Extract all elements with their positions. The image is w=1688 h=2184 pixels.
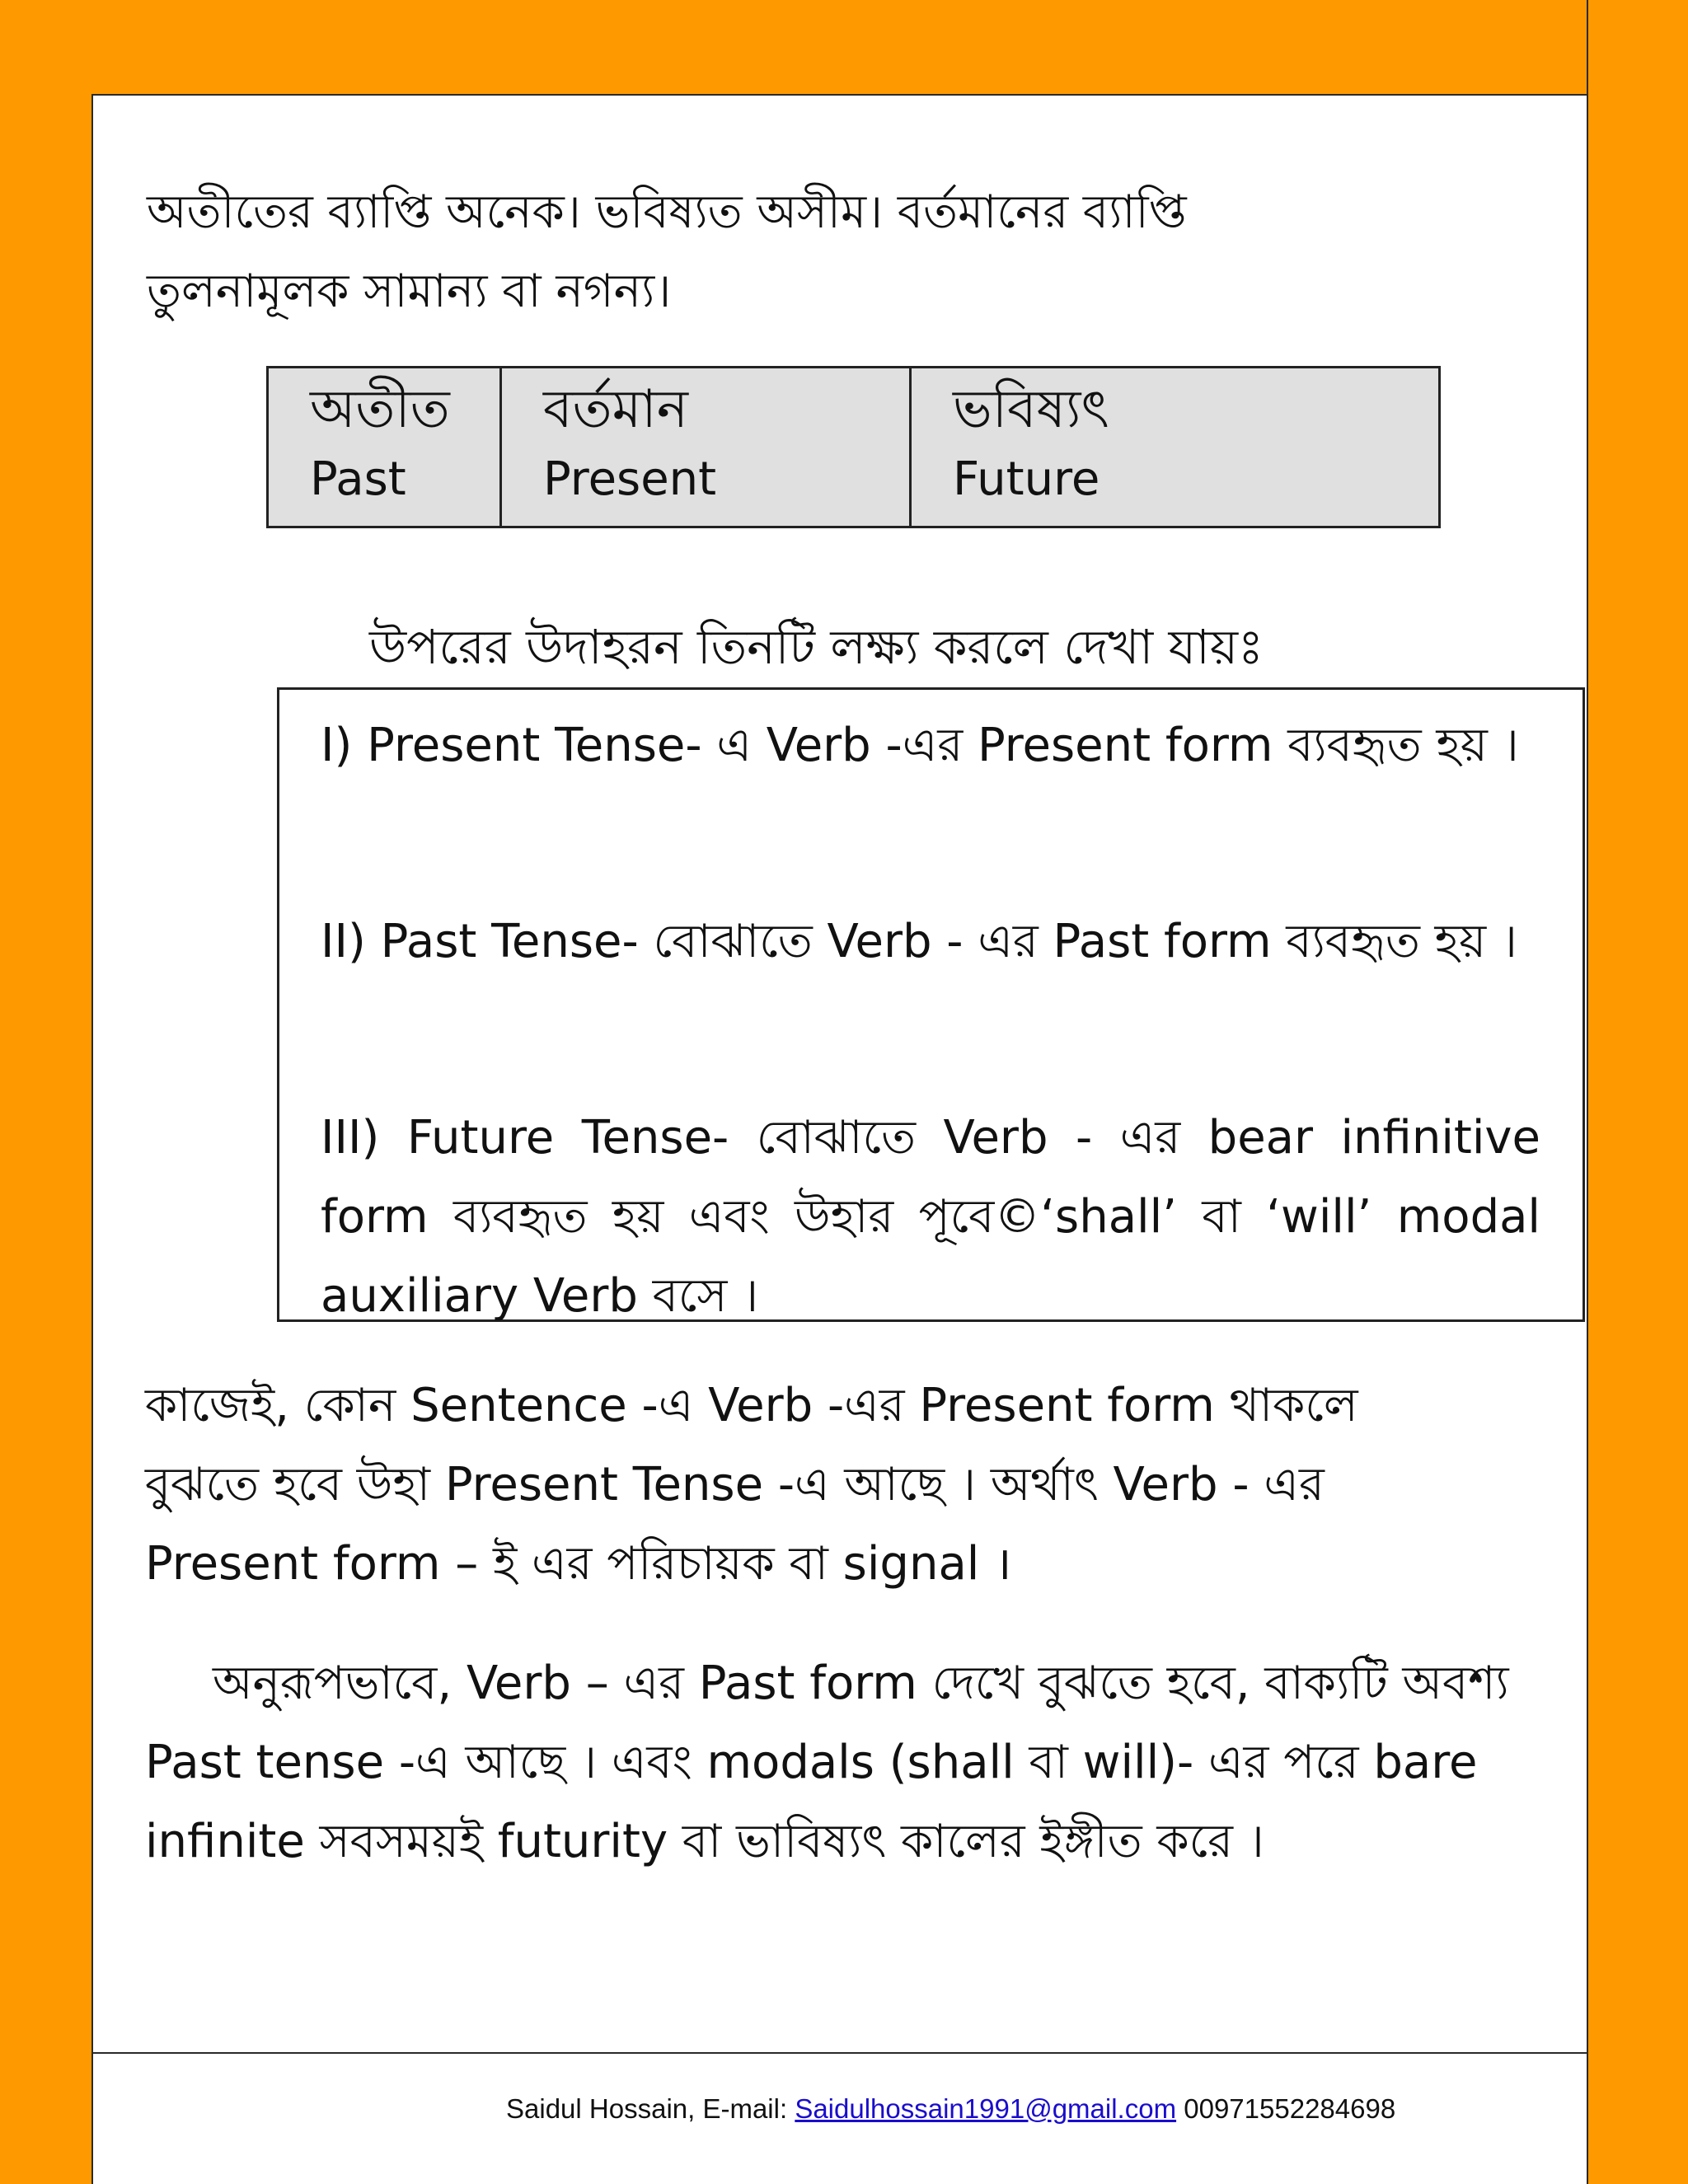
tense-english: Present [543,452,717,506]
footer-author: Saidul Hossain, E-mail: [506,2093,795,2124]
footer-phone: 00971552284698 [1176,2093,1396,2124]
footer-divider [93,2052,1587,2054]
tense-bangla: বর্তমান [543,379,688,440]
rule-past-tense: II) Past Tense- বোঝাতে Verb - এর Past form ব্যবহৃত হয় । [321,915,1517,968]
left-orange-border [0,0,93,2184]
past-form-paragraph: অনুরূপভাবে, Verb – এর Past form দেখে বুঝতে হবে, বাক্যটি অবশ্য Past tense -এ আছে । এবং modals (shall বা will)- এর পরে bare infinite সবসময়ই futurity বা ভাবিষ্যৎ কালের ইঙ্গীত করে । [145,1657,1509,1868]
tense-english: Future [953,452,1100,506]
tense-cell-future [911,368,1440,527]
tense-cell-past [268,368,501,527]
right-orange-border [1587,0,1688,2184]
rule-future-tense: III) Future Tense- বোঝাতে Verb - এর bear infinitive form ব্যবহৃত হয় এবং উহার পূবে©‘shall’ বা ‘will’ modal auxiliary Verb বসে । [321,1111,1540,1323]
footer-email-link[interactable]: Saidulhossain1991@gmail.com [795,2093,1177,2124]
tense-bangla: ভবিষ্যৎ [953,379,1109,440]
tense-english: Past [310,452,406,506]
tense-cell-present [501,368,911,527]
tense-bangla: অতীত [310,379,450,440]
intro-paragraph: অতীতের ব্যাপ্তি অনেক। ভবিষ্যত অসীম। বর্তমানের ব্যাপ্তি তুলনামূলক সামান্য বা নগন্য। [147,185,1187,318]
tense-table [266,366,1441,528]
rule-present-tense: I) Present Tense- এ Verb -এর Present form ব্যবহৃত হয় । [321,719,1519,772]
top-orange-bar [91,0,1587,96]
observation-heading: উপরের উদাহরন তিনটি লক্ষ্য করলে দেখা যায়ঃ [369,619,1264,675]
rules-box [277,687,1585,1322]
footer [506,2089,1395,2129]
present-form-paragraph: কাজেই, কোন Sentence -এ Verb -এর Present form থাকলে বুঝতে হবে উহা Present Tense -এ আছে । অর্থাৎ Verb - এর Present form – ই এর পরিচায়ক বা signal । [145,1379,1358,1591]
